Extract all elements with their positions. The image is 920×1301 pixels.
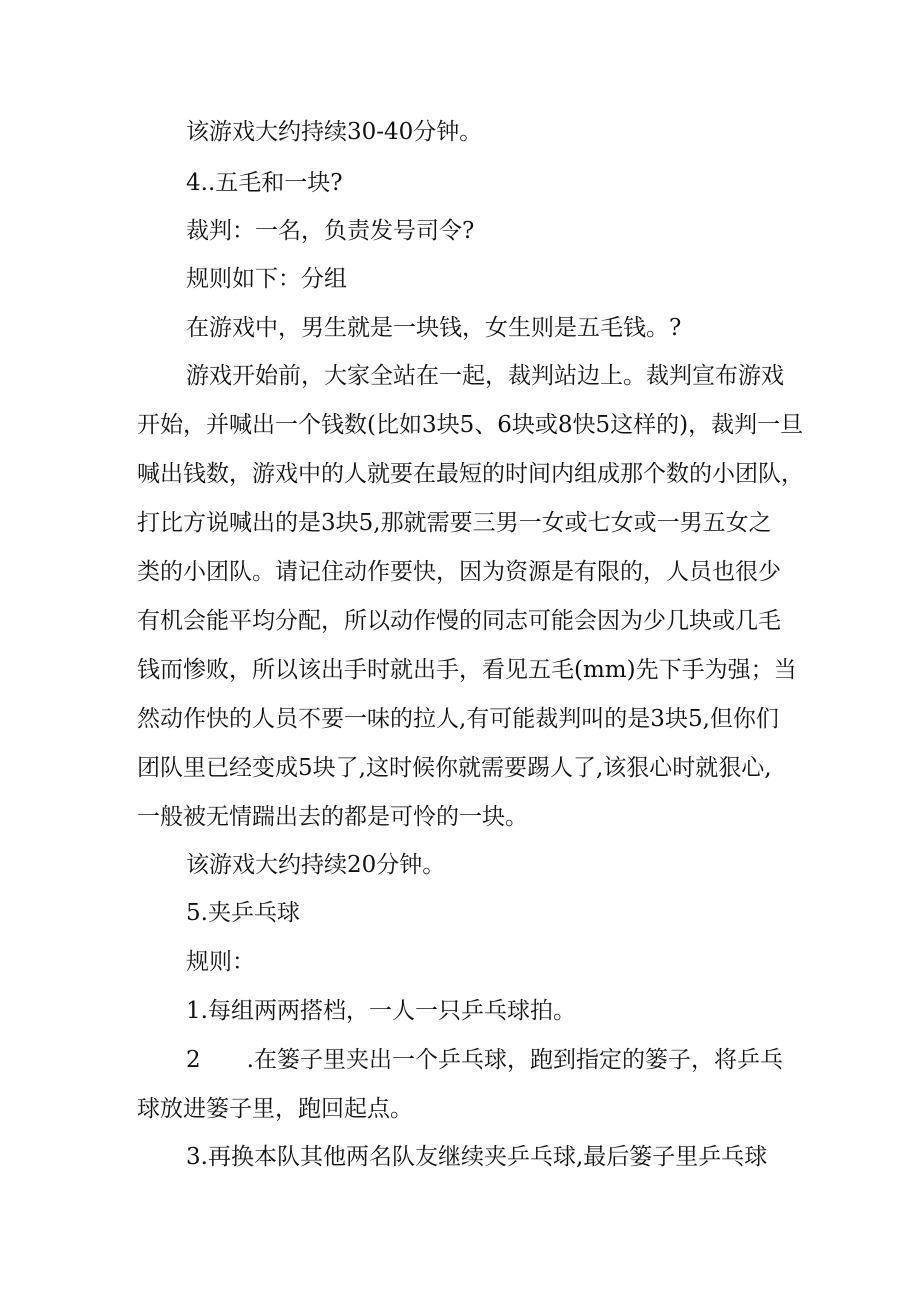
list-item	[0, 1137, 920, 1177]
paragraph-line	[0, 601, 920, 641]
paragraph-line	[0, 942, 920, 982]
line-text: 有机会能平均分配，所以动作慢的同志可能会因为少几块或几毛	[137, 608, 781, 634]
line-text: 5.夹乒乓球	[186, 900, 300, 926]
line-text: 一般被无情踹出去的都是可怜的一块。	[137, 804, 528, 830]
paragraph-line	[0, 748, 920, 788]
paragraph-line	[0, 356, 920, 396]
list-item	[0, 1040, 920, 1080]
line-text: 喊出钱数，游戏中的人就要在最短的时间内组成那个数的小团队，	[137, 461, 804, 487]
line-text: 钱而惨败，所以该出手时就出手，看见五毛(mm)先下手为强；当	[137, 657, 797, 683]
line-text: 规则：	[186, 949, 255, 975]
paragraph-line	[0, 211, 920, 251]
paragraph-line	[0, 503, 920, 543]
line-text: 该游戏大约持续30-40分钟。	[186, 119, 483, 145]
line-text: 开始，并喊出一个钱数(比如3块5、6块或8快5这样的)，裁判一旦	[137, 412, 804, 438]
line-text: 4..五毛和一块?	[186, 170, 343, 196]
section-heading	[0, 163, 920, 203]
line-text: 游戏开始前，大家全站在一起，裁判站边上。裁判宣布游戏	[186, 363, 784, 389]
paragraph-line	[0, 259, 920, 299]
line-text: 3.再换本队其他两名队友继续夹乒乓球,最后篓子里乒乓球	[186, 1144, 768, 1170]
paragraph-line	[0, 845, 920, 885]
section-heading	[0, 893, 920, 933]
paragraph-line	[0, 454, 920, 494]
line-text: 1.每组两两搭档，一人一只乒乓球拍。	[186, 998, 576, 1024]
line-text: 该游戏大约持续20分钟。	[186, 852, 446, 878]
line-text: 然动作快的人员不要一味的拉人,有可能裁判叫的是3块5,但你们	[137, 706, 779, 732]
paragraph-line	[0, 112, 920, 152]
paragraph-line	[0, 1089, 920, 1129]
line-text: 2 .在篓子里夹出一个乒乓球，跑到指定的篓子，将乒乓	[186, 1047, 783, 1073]
line-text: 类的小团队。请记住动作要快，因为资源是有限的，人员也很少	[137, 559, 781, 585]
line-text: 团队里已经变成5块了,这时候你就需要踢人了,该狠心时就狠心,	[137, 755, 772, 781]
list-item	[0, 991, 920, 1031]
paragraph-line	[0, 405, 920, 445]
paragraph-line	[0, 699, 920, 739]
paragraph-line	[0, 797, 920, 837]
line-text: 球放进篓子里，跑回起点。	[137, 1096, 413, 1122]
line-text: 裁判：一名，负责发号司令?	[186, 218, 475, 244]
paragraph-line	[0, 308, 920, 348]
paragraph-line	[0, 650, 920, 690]
line-text: 规则如下：分组	[186, 266, 347, 292]
paragraph-line	[0, 552, 920, 592]
line-text: 打比方说喊出的是3块5,那就需要三男一女或七女或一男五女之	[137, 510, 772, 536]
line-text: 在游戏中，男生就是一块钱，女生则是五毛钱。?	[186, 315, 682, 341]
